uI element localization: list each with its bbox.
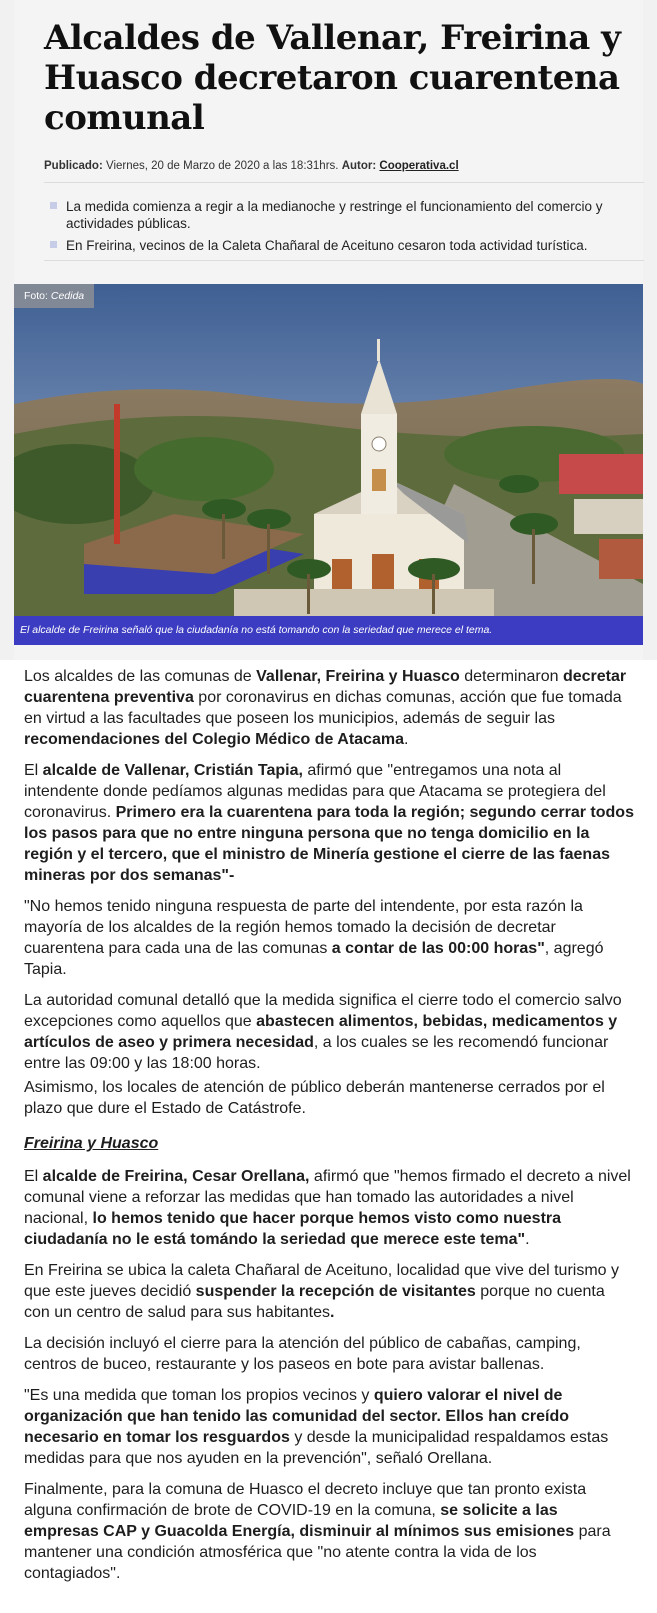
published-date: Viernes, 20 de Marzo de 2020 a las 18:31hrs.	[105, 160, 339, 172]
photo-caption: El alcalde de Freirina señaló que la ciudadanía no está tomando con la seriedad que merece el tema.	[14, 616, 643, 645]
body-paragraph	[24, 990, 634, 1074]
text: La autoridad comunal detalló que la medida significa el cierre todo el comercio salvo excepciones como aquellos que	[24, 992, 622, 1030]
bold-text: quiero valorar el nivel de organización que han tenido las comunidad del sector. Ellos han creído necesario en tomar los resguardos	[24, 1387, 569, 1446]
text: afirmó que "entregamos una nota al intendente donde pedíamos algunas medidas para que Atacama se protegiera del coronavirus.	[24, 762, 606, 821]
text: La decisión incluyó el cierre para la atención del público de cabañas, camping, centros de buceo, restaurante y los paseos en bote para avistar ballenas.	[24, 1335, 581, 1373]
body-paragraph	[24, 1479, 634, 1584]
text: .	[403, 731, 409, 748]
bold-text: decretar cuarentena preventiva	[24, 668, 627, 706]
bold-text: a contar de las 00:00 horas"	[331, 940, 545, 957]
section-subheading: Freirina y Huasco	[24, 1135, 159, 1152]
photo-credit-value: Cedida	[50, 290, 85, 302]
divider	[44, 182, 644, 183]
author-label: Autor:	[341, 160, 377, 172]
summary-bullet-text: En Freirina, vecinos de la Caleta Chañaral de Aceituno cesaron toda actividad turística.	[66, 238, 588, 253]
body-paragraph	[24, 666, 634, 750]
author-link[interactable]: Cooperativa.cl	[379, 160, 459, 172]
text: En Freirina se ubica la caleta Chañaral de Aceituno, localidad que vive del turismo y que este jueves decidió	[24, 1262, 619, 1300]
summary-bullet-text: La medida comienza a regir a la medianoche y restringe el funcionamiento del comercio y actividades públicas.	[66, 199, 603, 231]
body-section-2	[24, 1166, 634, 1584]
text: El	[24, 1168, 43, 1185]
text: .	[525, 1231, 530, 1248]
text: "Es una medida que toman los propios vecinos y	[24, 1387, 374, 1404]
text: "No hemos tenido ninguna respuesta de parte del intendente, por esta razón la mayoría de los alcaldes de la región hemos tomado la decisión de decretar cuarentena para cada una de las comunas	[24, 898, 583, 957]
bold-text: alcalde de Freirina, Cesar Orellana,	[42, 1168, 310, 1185]
text: por coronavirus en dichas comunas, acción que fue tomada en virtud a las facultades que poseen los municipios, además de seguir las	[24, 689, 622, 727]
body-paragraph	[24, 1333, 634, 1375]
body-paragraph	[24, 1385, 634, 1469]
text: afirmó que "hemos firmado el decreto a nivel comunal viene a reforzar las medidas que han tomado las autoridades a nivel nacional,	[24, 1168, 631, 1227]
text: y desde la municipalidad respaldamos estas medidas para que nos ayuden en la prevención", señaló Orellana.	[24, 1429, 609, 1467]
summary-bullet	[50, 237, 630, 254]
published-label: Publicado:	[44, 160, 103, 172]
text: para mantener una condición atmosférica que "no atente contra la vida de los contagiados".	[24, 1523, 611, 1582]
body-paragraph	[24, 896, 634, 980]
bold-text: lo hemos tenido que hacer porque hemos visto como nuestra ciudadanía no le está tomándo la seriedad que merece este tema"	[24, 1210, 562, 1248]
bold-text: Vallenar, Freirina y Huasco	[256, 668, 460, 685]
bold-text: suspender la recepción de visitantes	[195, 1283, 476, 1300]
bold-text: .	[329, 1304, 335, 1321]
body-paragraph	[24, 1077, 634, 1119]
text: , a los cuales se les recomendó funcionar entre las 09:00 y las 18:00 horas.	[24, 1034, 609, 1072]
bold-text: Primero era la cuarentena para toda la región; segundo cerrar todos los pasos para que no entre ninguna persona que no tenga domicilio en la región y el tercero, que el ministro de Minería gestione el cierre de las faenas mineras por dos semanas"-	[24, 804, 634, 884]
text: Finalmente, para la comuna de Huasco el decreto incluye que tan pronto exista alguna confirmación de brote de COVID-19 en la comuna,	[24, 1481, 587, 1519]
photo-credit	[14, 284, 94, 308]
body-paragraph	[24, 1260, 634, 1323]
bold-text: recomendaciones del Colegio Médico de Atacama	[24, 731, 404, 748]
article-body	[24, 666, 634, 1594]
body-paragraph	[24, 760, 634, 886]
text: Los alcaldes de las comunas de	[24, 668, 257, 685]
summary-bullet	[50, 198, 630, 232]
church-aerial-image	[14, 284, 643, 616]
bold-text: abastecen alimentos, bebidas, medicamentos y artículos de aseo y primera necesidad	[24, 1013, 618, 1051]
divider	[44, 260, 644, 261]
text: Asimismo, los locales de atención de público deberán mantenerse cerrados por el plazo que dure el Estado de Catástrofe.	[24, 1079, 605, 1117]
bullet-square-icon	[50, 241, 57, 248]
text: El	[24, 762, 43, 779]
summary-bullets	[50, 198, 630, 259]
bold-text: alcalde de Vallenar, Cristián Tapia,	[42, 762, 303, 779]
photo-credit-label: Foto:	[24, 290, 48, 302]
byline	[44, 160, 459, 172]
bold-text: se solicite a las empresas CAP y Guacolda Energía, disminuir al mínimos sus emisiones	[24, 1502, 575, 1540]
article-title: Alcaldes de Vallenar, Freirina y Huasco decretaron cuarentena comunal	[44, 18, 621, 138]
text: , agregó Tapia.	[24, 940, 604, 978]
text: determinaron	[459, 668, 563, 685]
body-section-1	[24, 666, 634, 1119]
bullet-square-icon	[50, 202, 57, 209]
text: porque no cuenta con un centro de salud para sus habitantes	[24, 1283, 605, 1321]
body-paragraph	[24, 1166, 634, 1250]
article-photo	[14, 284, 643, 616]
